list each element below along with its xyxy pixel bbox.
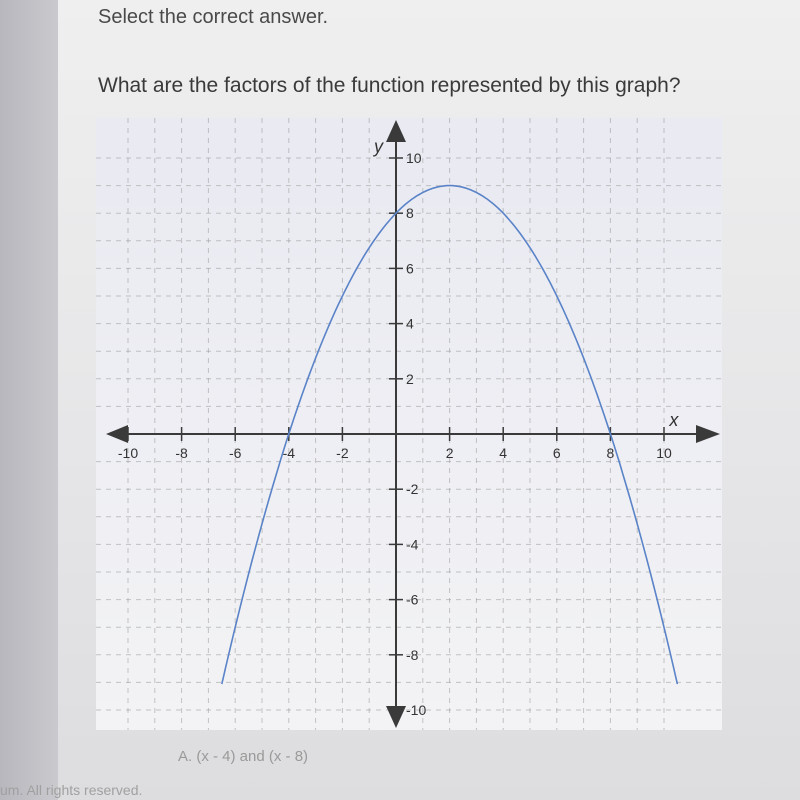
x-axis-label: x: [669, 410, 679, 430]
y-tick-label: -10: [406, 702, 427, 718]
y-tick-label: 8: [406, 205, 414, 222]
y-tick-label: 2: [406, 370, 414, 387]
x-tick-label: -8: [175, 445, 188, 461]
x-tick-label: 8: [606, 445, 615, 461]
instruction-text: Select the correct answer.: [98, 6, 329, 28]
y-tick-label: 10: [406, 150, 422, 166]
copyright-footer: um. All rights reserved.: [0, 782, 143, 798]
y-tick-label: -6: [406, 591, 419, 608]
x-tick-label: 10: [656, 445, 672, 461]
y-axis-label: y: [374, 136, 383, 157]
x-tick-label: 6: [552, 445, 561, 461]
y-tick-label: 4: [406, 315, 414, 332]
y-tick-label: -2: [406, 481, 419, 498]
x-tick-label: -4: [282, 445, 296, 461]
x-tick-label: -6: [228, 445, 242, 461]
y-tick-label: 6: [406, 260, 414, 277]
x-tick-label: 4: [499, 445, 508, 461]
y-tick-label: -8: [406, 646, 419, 663]
left-edge-strip: [0, 0, 58, 800]
x-tick-label: -2: [336, 445, 349, 461]
y-tick-label: -4: [406, 536, 419, 553]
question-text: What are the factors of the function represented by this graph?: [98, 74, 681, 97]
answer-option-a[interactable]: A. (x - 4) and (x - 8): [178, 748, 309, 765]
function-graph: [96, 118, 722, 730]
x-tick-label: 2: [445, 445, 454, 461]
x-tick-label: -10: [117, 445, 139, 461]
